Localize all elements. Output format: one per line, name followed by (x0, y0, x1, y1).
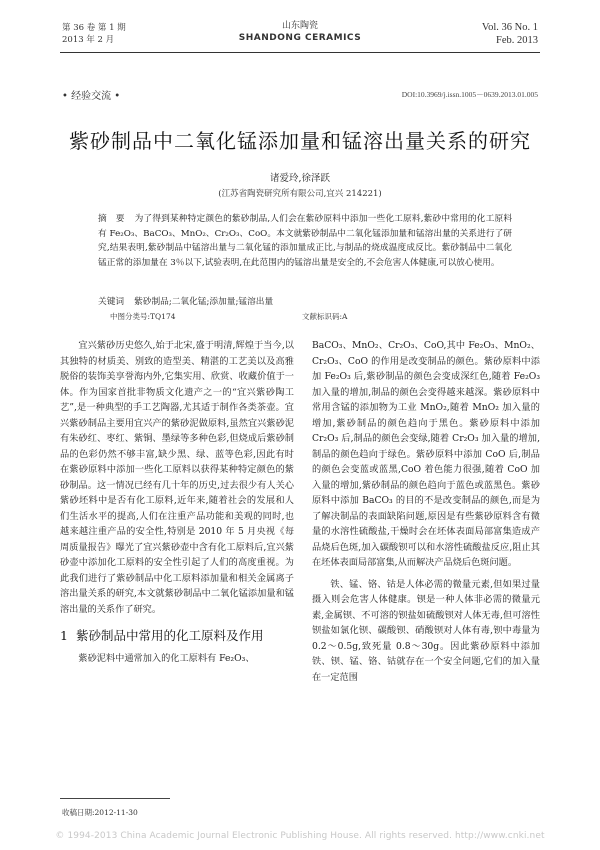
trace-element-paragraph: 铁、锰、铬、钴是人体必需的微量元素,但如果过量摄入则会危害人体健康。钡是一种人体非必需的微量元素,金属钡、不可溶的钡盐如硫酸钡对人体无毒,但可溶性钡盐如氯化钡、碳酸钡、硝酸钡对人体有毒,钡中毒量为 0.2～0.5g,致死量 0.8～30g。因此紫砂原料中添加铁、钡、锰、铬、钴就存在一个安全问题,它们的加入量在一定范围 (312, 578, 540, 683)
affiliation: (江苏省陶瓷研究所有限公司,宜兴 214221) (218, 189, 382, 199)
section-tag: • 经验交流 • (62, 91, 121, 102)
keywords (98, 295, 512, 307)
paper-title: 紫砂制品中二氧化锰添加量和锰溶出量关系的研究 (69, 129, 531, 153)
abstract-label: 摘 要 (98, 214, 125, 224)
journal-name-cn: 山东陶瓷 (281, 21, 318, 31)
section-1-heading (60, 627, 294, 645)
journal-name-en: SHANDONG CERAMICS (238, 33, 362, 43)
date-cn: 2013 年 2 月 (62, 35, 115, 45)
section-1-number: 1 (60, 628, 68, 643)
document-code: 文献标识码:A (302, 312, 348, 321)
section-1-title: 紫砂制品中常用的化工原料及作用 (76, 628, 264, 643)
section-1-paragraph-start: 紫砂泥料中通常加入的化工原料有 Fe₂O₃、 (78, 653, 255, 664)
volume-issue-en: Vol. 36 No. 1 (481, 22, 538, 33)
intro-paragraph: 宜兴紫砂历史悠久,始于北宋,盛于明清,辉煌于当今,以其独特的材质美、别致的造型美、精湛的工艺美以及高雅脱俗的装饰美享誉海内外,它集实用、欣赏、收藏价值于一体。作为国家首批非物质文化遗产之一的“宜兴紫砂陶工艺”,是一种典型的手工艺陶器,尤其适于制作各类茶壶。宜兴紫砂制品主要用宜兴产的紫砂泥做原料,虽然宜兴紫砂泥有朱砂红、枣红、紫铜、墨绿等多种色彩,但烧成后紫砂制品的色彩仍然不够丰富,缺少黑、绿、蓝等色彩,因此有时在紫砂原料中添加一些化工原料以获得某种特定颜色的紫砂制品。这一情况已经有几十年的历史,过去很少有人关心紫砂坯料中是否有化工原料,近年来,随着社会的发展和人们生活水平的提高,人们在注重产品功能和美观的同时,也越来越注重产品的安全性,特别是 2010 年 5 月央视《每周质量报告》曝光了宜兴紫砂壶中含有化工原料后,宜兴紫砂壶中添加化工原料的安全性引起了人们的高度重视。为此我们进行了紫砂制品中化工原料添加量和相关金属离子溶出量关系的研究,本文就紫砂制品中二氧化锰添加量和锰溶出量的关系作了研究。 (60, 340, 294, 615)
doi: DOI:10.3969/j.issn.1005－0639.2013.01.005 (401, 90, 538, 99)
copyright-watermark: © 1994-2013 China Academic Journal Electronic Publishing House. All rights reserved. http://www.cnki.net (55, 831, 545, 841)
clc-number: 中图分类号:TQ174 (110, 312, 176, 321)
volume-issue-cn: 第 36 卷 第 1 期 (62, 23, 126, 33)
body-right-column (312, 338, 540, 685)
section-1-paragraph-cont: BaCO₃、MnO₂、Cr₂O₃、CoO,其中 Fe₂O₃、MnO₂、Cr₂O₃、CoO 的作用是改变制品的颜色。紫砂原料中添加 Fe₂O₃ 后,紫砂制品的颜色会变成深红色,随着 Fe₂O₃ 加入量的增加,制品的颜色会变得越来越深。紫砂原料中常用含锰的添加物为工业 MnO₂,随着 MnO₂ 加入量的增加,紫砂制品的颜色趋向于黑色。紫砂原料中添加 Cr₂O₃ 后,制品的颜色会变绿,随着 Cr₂O₃ 加入量的增加,制品的颜色趋向于绿色。紫砂原料中添加 CoO 后,制品的颜色会变蓝或蓝黑,CoO 着色能力很强,随着 CoO 加入量的增加,紫砂制品的颜色趋向于蓝色或蓝黑色。紫砂原料中添加 BaCO₃ 的目的不是改变制品的颜色,而是为了解决制品的表面缺陷问题,原因是有些紫砂原料含有微量的水溶性硫酸盐,干燥时会在坯体表面局部富集造成产品烧后色斑,加入碳酸钡可以和水溶性硫酸盐反应,阻止其在坯体表面局部富集,从而解决产品烧后色斑问题。 (312, 340, 540, 568)
body-left-column (60, 338, 294, 667)
received-date: 收稿日期:2012-11-30 (62, 808, 138, 817)
abstract-text: 为了得到某种特定颜色的紫砂制品,人们会在紫砂原料中添加一些化工原料,紫砂中常用的化工原料有 Fe₂O₃、BaCO₃、MnO₂、Cr₂O₃、CoO。本文就紫砂制品中二氧化锰添加量和锰溶出量的关系进行了研究,结果表明,紫砂制品中锰溶出量与二氧化锰的添加量成正比,与制品的烧成温度成反比。紫砂制品中二氧化锰正常的添加量在 3％以下,试验表明,在此范围内的锰溶出量是安全的,不会危害人体健康,可以放心使用。 (98, 214, 513, 268)
header-rule (60, 52, 540, 53)
abstract (98, 212, 512, 270)
keywords-text: 紫砂制品;二氧化锰;添加量;锰溶出量 (134, 297, 274, 307)
authors: 诸爱玲,徐泽跃 (269, 173, 331, 184)
keywords-label: 关键词 (98, 297, 125, 307)
footnote-rule (60, 798, 170, 799)
date-en: Feb. 2013 (496, 35, 538, 46)
journal-issue-info-en (482, 21, 538, 47)
